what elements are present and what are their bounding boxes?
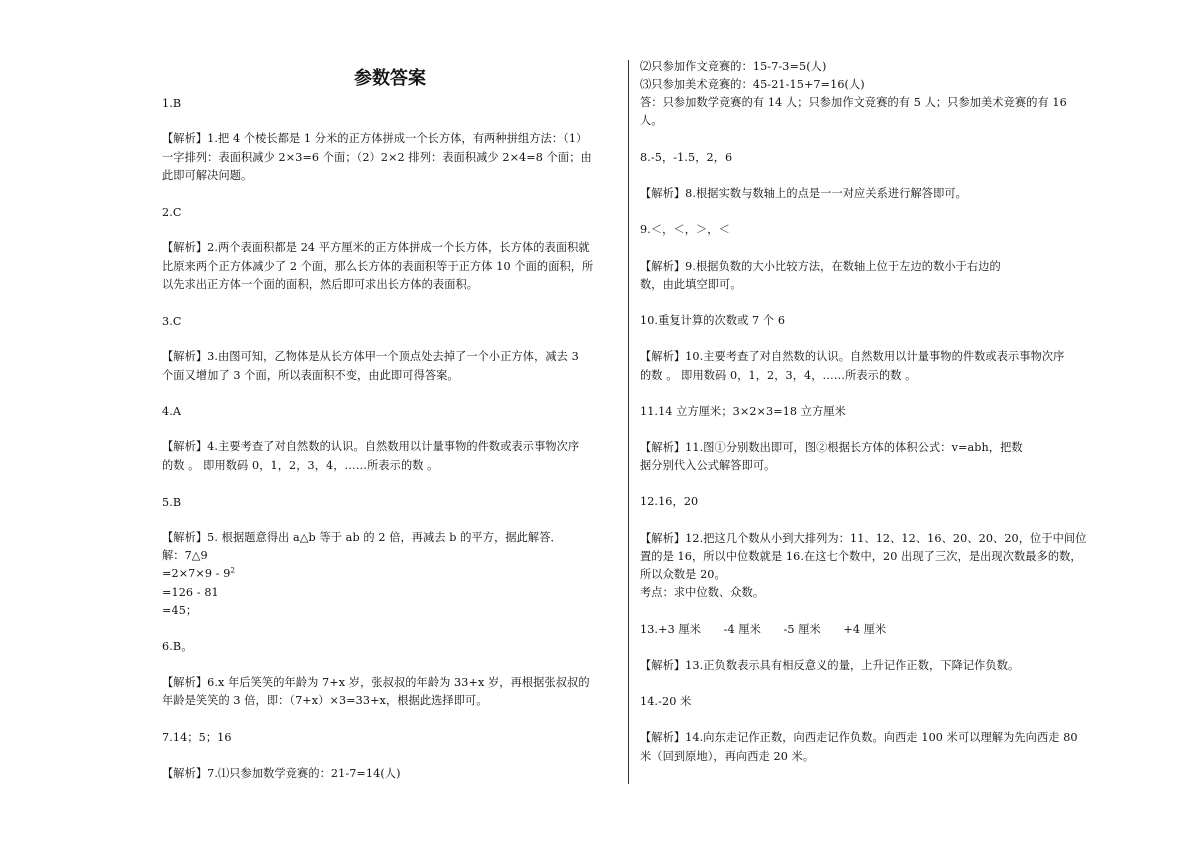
answer-line: 米（回到原地），再向西走 20 米。 (640, 750, 815, 763)
answer-line: 【解析】10.主要考查了对自然数的认识。自然数用以计量事物的件数或表示事物次序 (640, 350, 1065, 363)
answer-line: 【解析】11.图①分别数出即可，图②根据长方体的体积公式：v=abh，把数 (640, 441, 1023, 454)
answer-text: =2×7×9 - 9 (162, 567, 231, 580)
answer-line: 10.重复计算的次数或 7 个 6 (640, 314, 786, 327)
answer-line: 置的是 16，所以中位数就是 16.在这七个数中，20 出现了三次，是出现次数最多的数， (640, 550, 1082, 563)
answer-line: 2.C (162, 206, 182, 219)
answer-line: 【解析】3.由图可知，乙物体是从长方体甲一个顶点处去掉了一个小正方体，减去 3 (162, 350, 579, 363)
answer-line: 【解析】4.主要考查了对自然数的认识。自然数用以计量事物的件数或表示事物次序 (162, 440, 580, 453)
answer-line: 【解析】14.向东走记作正数，向西走记作负数。向西走 100 米可以理解为先向西走 80 (640, 731, 1078, 744)
answer-line: 【解析】1.把 4 个棱长都是 1 分米的正方体拼成一个长方体，有两种拼组方法：（1） (162, 132, 588, 145)
answer-line: 的数 。 即用数码 0，1，2，3，4，……所表示的数 。 (162, 459, 439, 472)
column-divider (628, 60, 629, 784)
answer-line: 12.16，20 (640, 495, 699, 508)
answer-line: 数，由此填空即可。 (640, 278, 742, 291)
answer-line: 【解析】9.根据负数的大小比较方法，在数轴上位于左边的数小于右边的 (640, 260, 1001, 273)
superscript: 2 (230, 566, 236, 575)
answer-line: 【解析】6.x 年后笑笑的年龄为 7+x 岁，张叔叔的年龄为 33+x 岁，再根据张叔叔的 (162, 676, 590, 689)
answer-line: 一字排列：表面积减少 2×3=6 个面；（2）2×2 排列：表面积减少 2×4=8 个面；由 (162, 151, 592, 164)
answer-line: 人。 (640, 114, 663, 127)
answer-line: 考点：求中位数、众数。 (640, 586, 765, 599)
answer-line: 4.A (162, 405, 182, 418)
page-title: 参数答案 (354, 68, 426, 89)
answer-line-with-power (162, 565, 235, 583)
answer-line: 14.-20 米 (640, 695, 692, 708)
answer-line: 【解析】2.两个表面积都是 24 平方厘米的正方体拼成一个长方体，长方体的表面积就 (162, 241, 590, 254)
answer-line: 【解析】12.把这几个数从小到大排列为：11、12、12、16、20、20、20，位于中间位 (640, 532, 1087, 545)
answer-line: 【解析】7.⑴只参加数学竞赛的：21-7=14(人) (162, 767, 401, 780)
answer-line: 以先求出正方体一个面的面积，然后即可求出长方体的表面积。 (162, 278, 479, 291)
answer-line: 5.B (162, 496, 182, 509)
answer-line: 比原来两个正方体减少了 2 个面，那么长方体的表面积等于正方体 10 个面的面积，所 (162, 260, 594, 273)
answer-line: 【解析】8.根据实数与数轴上的点是一一对应关系进行解答即可。 (640, 187, 967, 200)
answer-line: 3.C (162, 315, 182, 328)
answer-line: 年龄是笑笑的 3 倍，即：（7+x）×3=33+x，根据此选择即可。 (162, 694, 488, 707)
answer-line: ⑶只参加美术竞赛的：45-21-15+7=16(人) (640, 78, 865, 91)
answer-line: =126 - 81 (162, 586, 219, 599)
answer-line: 此即可解决问题。 (162, 169, 253, 182)
answer-line: 6.B。 (162, 640, 193, 653)
answer-line: 解：7△9 (162, 549, 208, 562)
answer-line: 据分别代入公式解答即可。 (640, 459, 776, 472)
answer-line: 个面又增加了 3 个面，所以表面积不变，由此即可得答案。 (162, 369, 459, 382)
answer-line: 11.14 立方厘米；3×2×3=18 立方厘米 (640, 405, 846, 418)
answer-line: ⑵只参加作文竞赛的：15-7-3=5(人) (640, 60, 827, 73)
answer-line: 【解析】13.正负数表示具有相反意义的量，上升记作正数，下降记作负数。 (640, 659, 1020, 672)
answer-line: 1.B (162, 97, 182, 110)
answer-line: 8.-5，-1.5，2，6 (640, 151, 733, 164)
answer-line: 答：只参加数学竞赛的有 14 人；只参加作文竞赛的有 5 人；只参加美术竞赛的有 16 (640, 96, 1067, 109)
answer-line: 7.14；5；16 (162, 731, 232, 744)
answer-line: =45； (162, 604, 198, 617)
answer-line: 13.+3 厘米 -4 厘米 -5 厘米 +4 厘米 (640, 623, 887, 636)
answer-line: 的数 。 即用数码 0，1，2，3，4，……所表示的数 。 (640, 369, 917, 382)
answer-line: 所以众数是 20。 (640, 568, 726, 581)
answer-line: 【解析】5. 根据题意得出 a△b 等于 ab 的 2 倍，再减去 b 的平方，据此解答． (162, 531, 562, 544)
answer-line: 9.＜，＜，＞，＜ (640, 223, 730, 236)
